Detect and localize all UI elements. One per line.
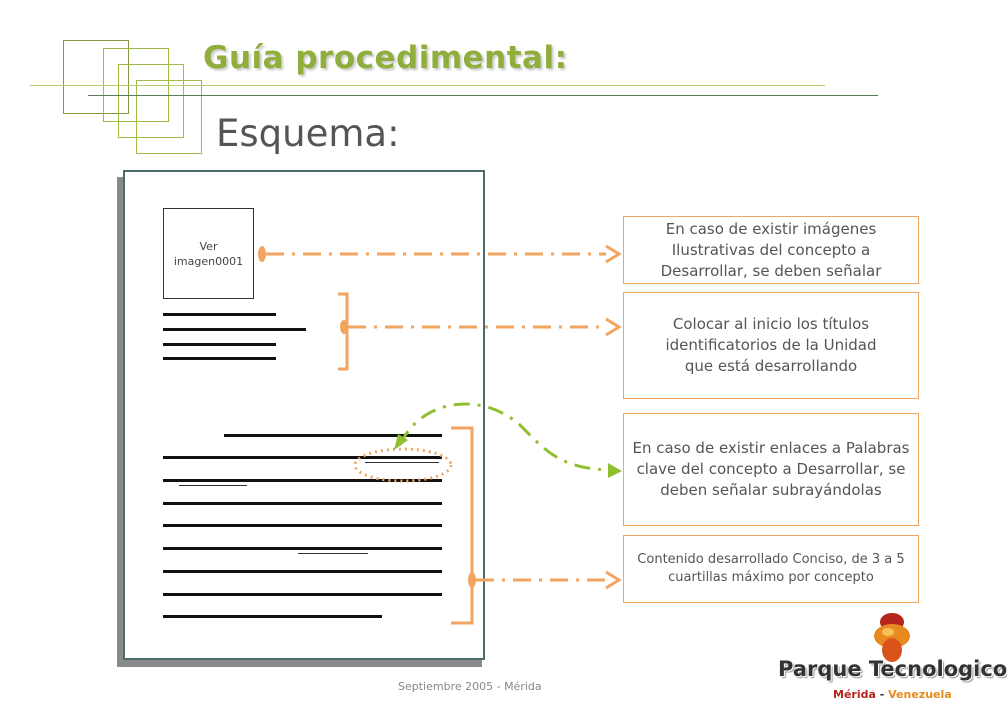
connector-curve-links xyxy=(394,404,622,478)
image-placeholder-line2: imagen0001 xyxy=(173,255,244,268)
bracket-content xyxy=(451,428,472,623)
page-subtitle: Esquema: xyxy=(216,112,400,155)
callout-images xyxy=(623,216,919,284)
logo-country: Venezuela xyxy=(888,688,952,701)
page-title: Guía procedimental: xyxy=(203,40,568,76)
callout-content xyxy=(623,535,919,603)
callout-titles xyxy=(623,292,919,399)
callout-images-text: En caso de existir imágenes Ilustrativas del concepto a Desarrollar, se deben señalar xyxy=(660,219,882,280)
connector-arrow-content xyxy=(468,572,619,588)
callout-titles-text: Colocar al inicio los títulos identificatorios de la Unidad que está desarrollando xyxy=(665,315,877,375)
connector-arrow-titles xyxy=(340,319,619,335)
callout-content-text: Contenido desarrollado Conciso, de 3 a 5 cuartillas máximo por concepto xyxy=(637,552,905,585)
callout-links xyxy=(623,413,919,526)
callout-links-text: En caso de existir enlaces a Palabras clave del concepto a Desarrollar, se deben señalar subrayándolas xyxy=(632,439,910,499)
keyword-highlight xyxy=(355,449,451,481)
logo-city: Mérida xyxy=(833,688,876,701)
logo-name: Parque Tecnologico xyxy=(778,657,1007,681)
logo-location xyxy=(833,688,952,701)
footer-text: Septiembre 2005 - Mérida xyxy=(398,680,542,693)
image-placeholder-line1: Ver xyxy=(199,240,218,253)
connector-arrow-images xyxy=(258,246,619,262)
logo-separator: - xyxy=(875,688,889,701)
